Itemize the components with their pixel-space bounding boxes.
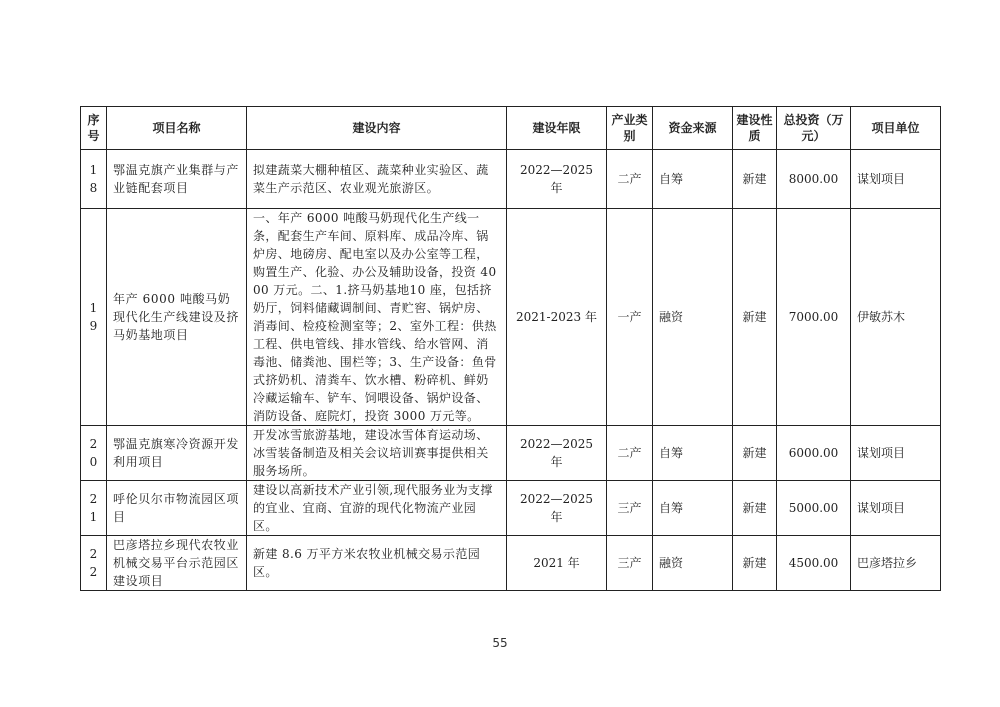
cell-seq: 21 — [81, 481, 107, 536]
cell-seq: 19 — [81, 209, 107, 426]
cell-fund: 自筹 — [653, 481, 733, 536]
cell-fund: 自筹 — [653, 426, 733, 481]
header-name: 项目名称 — [107, 107, 247, 150]
cell-content: 一、年产 6000 吨酸马奶现代化生产线一条，配套生产车间、原料库、成品冷库、锅炉房、地磅房、配电室以及办公室等工程，购置生产、化验、办公及辅助设备，投资 4000 万元。二、1.挤马奶基地10 座，包括挤奶厅，饲料储藏调制间、青贮窖、锅炉房、消毒间、检疫检测室等；2、室外工程：供热工程、供电管线、排水管线、给水管网、消毒池、储粪池、围栏等；3、生产设备：鱼骨式挤奶机、清粪车、饮水槽、粉碎机、鲜奶冷藏运输车、铲车、饲喂设备、锅炉设备、消防设备、庭院灯，投资 3000 万元等。 — [247, 209, 507, 426]
cell-name: 呼伦贝尔市物流园区项目 — [107, 481, 247, 536]
cell-years: 2022—2025 年 — [507, 150, 607, 209]
cell-fund: 自筹 — [653, 150, 733, 209]
cell-fund: 融资 — [653, 209, 733, 426]
cell-industry: 二产 — [607, 426, 653, 481]
cell-seq: 20 — [81, 426, 107, 481]
cell-name: 巴彦塔拉乡现代农牧业机械交易平台示范园区建设项目 — [107, 536, 247, 591]
cell-nature: 新建 — [733, 426, 777, 481]
header-unit: 项目单位 — [851, 107, 941, 150]
table-row — [81, 209, 941, 426]
cell-content: 建设以高新技术产业引领,现代服务业为支撑的宜业、宜商、宜游的现代化物流产业园区。 — [247, 481, 507, 536]
cell-name: 鄂温克旗产业集群与产业链配套项目 — [107, 150, 247, 209]
cell-nature: 新建 — [733, 209, 777, 426]
header-investment: 总投资（万元） — [777, 107, 851, 150]
cell-name: 年产 6000 吨酸马奶现代化生产线建设及挤马奶基地项目 — [107, 209, 247, 426]
header-fund: 资金来源 — [653, 107, 733, 150]
cell-content: 拟建蔬菜大棚种植区、蔬菜种业实验区、蔬菜生产示范区、农业观光旅游区。 — [247, 150, 507, 209]
cell-content: 开发冰雪旅游基地，建设冰雪体育运动场、冰雪装备制造及相关会议培训赛事提供相关服务场所。 — [247, 426, 507, 481]
cell-industry: 一产 — [607, 209, 653, 426]
page-number: 55 — [492, 636, 508, 650]
cell-unit: 伊敏苏木 — [851, 209, 941, 426]
header-industry: 产业类别 — [607, 107, 653, 150]
cell-fund: 融资 — [653, 536, 733, 591]
table-row — [81, 426, 941, 481]
cell-years: 2021-2023 年 — [507, 209, 607, 426]
cell-years: 2022—2025 年 — [507, 426, 607, 481]
cell-unit: 谋划项目 — [851, 426, 941, 481]
cell-nature: 新建 — [733, 481, 777, 536]
cell-years: 2021 年 — [507, 536, 607, 591]
table-row — [81, 536, 941, 591]
header-nature: 建设性质 — [733, 107, 777, 150]
cell-name: 鄂温克旗寒冷资源开发利用项目 — [107, 426, 247, 481]
cell-industry: 三产 — [607, 481, 653, 536]
table-row — [81, 150, 941, 209]
cell-investment: 5000.00 — [777, 481, 851, 536]
cell-investment: 4500.00 — [777, 536, 851, 591]
cell-seq: 18 — [81, 150, 107, 209]
cell-investment: 7000.00 — [777, 209, 851, 426]
cell-unit: 巴彦塔拉乡 — [851, 536, 941, 591]
cell-nature: 新建 — [733, 150, 777, 209]
cell-industry: 三产 — [607, 536, 653, 591]
header-content: 建设内容 — [247, 107, 507, 150]
header-seq: 序号 — [81, 107, 107, 150]
table-header — [81, 107, 941, 150]
project-table — [80, 106, 941, 591]
cell-industry: 二产 — [607, 150, 653, 209]
cell-seq: 22 — [81, 536, 107, 591]
header-row — [81, 107, 941, 150]
cell-investment: 6000.00 — [777, 426, 851, 481]
table-body — [81, 150, 941, 591]
header-years: 建设年限 — [507, 107, 607, 150]
cell-investment: 8000.00 — [777, 150, 851, 209]
cell-years: 2022—2025 年 — [507, 481, 607, 536]
cell-nature: 新建 — [733, 536, 777, 591]
cell-content: 新建 8.6 万平方米农牧业机械交易示范园区。 — [247, 536, 507, 591]
cell-unit: 谋划项目 — [851, 150, 941, 209]
cell-unit: 谋划项目 — [851, 481, 941, 536]
table-row — [81, 481, 941, 536]
